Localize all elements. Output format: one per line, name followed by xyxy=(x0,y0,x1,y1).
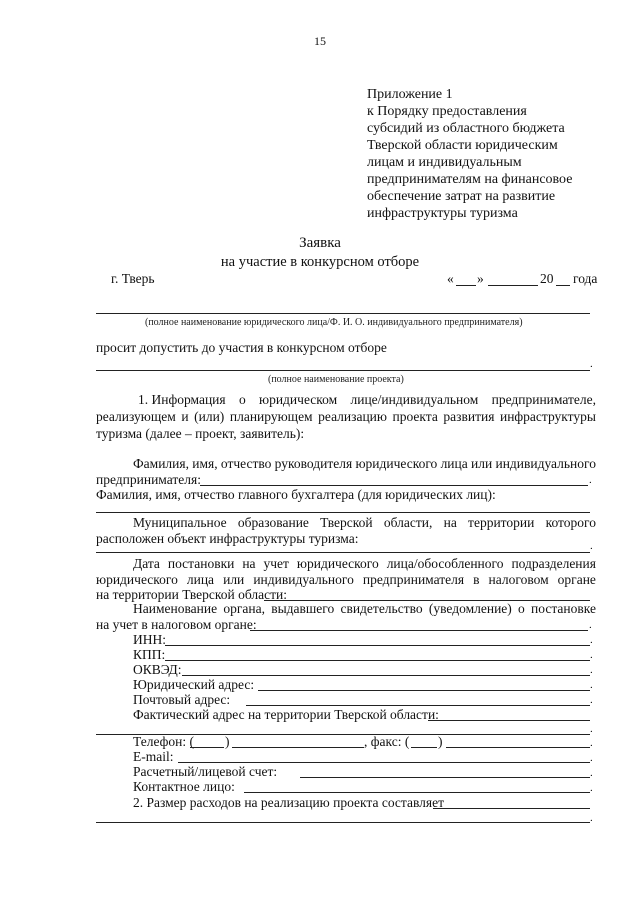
municipality-line-1: Муниципальное образование Тверской области, на территории которого xyxy=(133,515,596,530)
expenses-field-continued[interactable] xyxy=(96,822,590,823)
fax-label: , факс: ( xyxy=(364,734,410,749)
document-title: Заявка xyxy=(299,235,341,251)
line-end-dot: . xyxy=(590,649,593,661)
line-end-dot: . xyxy=(590,723,593,735)
okved-field[interactable] xyxy=(182,675,590,676)
request-text: просит допустить до участия в конкурсном отборе xyxy=(96,340,387,355)
line-end-dot: . xyxy=(590,540,593,552)
postal-address-label: Почтовый адрес: xyxy=(133,692,231,707)
inn-field[interactable] xyxy=(165,645,590,646)
applicant-caption: (полное наименование юридического лица/Ф. И. О. индивидуального предпринимателя) xyxy=(145,317,523,328)
head-field[interactable] xyxy=(200,485,588,486)
head-line-2: предпринимателя: xyxy=(96,472,201,487)
document-subtitle: на участие в конкурсном отборе xyxy=(220,254,420,270)
org-line-2: на учет в налоговом органе: xyxy=(96,617,257,632)
line-end-dot: . xyxy=(589,619,592,631)
appendix-line: Приложение 1 xyxy=(367,87,453,102)
line-end-dot: . xyxy=(590,358,593,370)
line-end-dot: . xyxy=(589,474,592,486)
line-end-dot: . xyxy=(590,634,593,646)
date-close-quote: » xyxy=(477,271,484,286)
city: г. Тверь xyxy=(111,271,155,286)
date-open-quote: « xyxy=(447,271,454,286)
head-line-1: Фамилия, имя, отчество руководителя юридического лица или индивидуального xyxy=(133,456,596,471)
legal-address-field[interactable] xyxy=(258,690,590,691)
tax-line-2: юридического лица или индивидуального предпринимателя в налоговом органе xyxy=(96,572,596,587)
appendix-line: инфраструктуры туризма xyxy=(367,206,518,221)
fax-number-field[interactable] xyxy=(446,747,590,748)
date-day-field[interactable] xyxy=(456,285,476,286)
kpp-label: КПП: xyxy=(133,647,166,662)
expenses-field[interactable] xyxy=(433,808,590,809)
date-year-word: года xyxy=(573,271,598,286)
line-end-dot: . xyxy=(590,737,593,749)
tax-line-3: на территории Тверской области: xyxy=(96,587,287,602)
actual-address-field[interactable] xyxy=(428,720,590,721)
fax-close: ) xyxy=(438,734,443,749)
appendix-line: Тверской области юридическим xyxy=(367,138,558,153)
municipality-line-2: расположен объект инфраструктуры туризма: xyxy=(96,531,359,546)
contact-field[interactable] xyxy=(244,792,590,793)
appendix-line: обеспечение затрат на развитие xyxy=(367,189,556,204)
section-1-line-1: 1. Информация о юридическом лице/индивидуальном предпринимателе, xyxy=(138,392,596,407)
org-line-1: Наименование органа, выдавшего свидетельство (уведомление) о постановке xyxy=(133,601,596,616)
line-end-dot: . xyxy=(590,767,593,779)
line-end-dot: . xyxy=(590,679,593,691)
email-field[interactable] xyxy=(178,762,590,763)
org-field[interactable] xyxy=(250,630,588,631)
phone-code-field[interactable] xyxy=(190,747,224,748)
tax-line-1: Дата постановки на учет юридического лица/обособленного подразделения xyxy=(133,556,596,571)
account-field[interactable] xyxy=(300,777,590,778)
actual-address-label: Фактический адрес на территории Тверской области: xyxy=(133,707,439,722)
inn-label: ИНН: xyxy=(133,632,166,647)
date-month-field[interactable] xyxy=(488,285,538,286)
appendix-line: предпринимателям на финансовое xyxy=(367,172,573,187)
page-number: 15 xyxy=(314,34,326,48)
project-caption: (полное наименование проекта) xyxy=(268,374,404,385)
account-label: Расчетный/лицевой счет: xyxy=(133,764,278,779)
municipality-field[interactable] xyxy=(96,552,590,553)
project-name-field[interactable] xyxy=(96,370,590,371)
phone-label: Телефон: ( xyxy=(133,734,194,749)
appendix-line: к Порядку предоставления xyxy=(367,104,527,119)
okved-label: ОКВЭД: xyxy=(133,662,182,677)
kpp-field[interactable] xyxy=(165,660,590,661)
email-label: E-mail: xyxy=(133,749,174,764)
line-end-dot: . xyxy=(590,694,593,706)
line-end-dot: . xyxy=(590,752,593,764)
contact-label: Контактное лицо: xyxy=(133,779,235,794)
line-end-dot: . xyxy=(590,664,593,676)
section-2-label: 2. Размер расходов на реализацию проекта составляет xyxy=(133,795,444,810)
date-year-prefix: 20 xyxy=(540,271,554,286)
accountant-field[interactable] xyxy=(96,512,590,513)
fax-code-field[interactable] xyxy=(411,747,437,748)
section-1-line-2: реализующем и (или) планирующем реализацию проекта развития инфраструктуры xyxy=(96,409,596,424)
phone-number-field[interactable] xyxy=(232,747,364,748)
section-1-line-3: туризма (далее – проект, заявитель): xyxy=(96,426,305,441)
accountant-label: Фамилия, имя, отчество главного бухгалтера (для юридических лиц): xyxy=(96,487,496,502)
date-year-field[interactable] xyxy=(556,285,570,286)
appendix-line: субсидий из областного бюджета xyxy=(367,121,565,136)
line-end-dot: . xyxy=(590,812,593,824)
postal-address-field[interactable] xyxy=(246,705,590,706)
line-end-dot: . xyxy=(590,782,593,794)
applicant-name-field[interactable] xyxy=(96,313,590,314)
legal-address-label: Юридический адрес: xyxy=(133,677,255,692)
appendix-block xyxy=(367,86,572,222)
phone-close: ) xyxy=(225,734,230,749)
appendix-line: лицам и индивидуальным xyxy=(367,155,522,170)
